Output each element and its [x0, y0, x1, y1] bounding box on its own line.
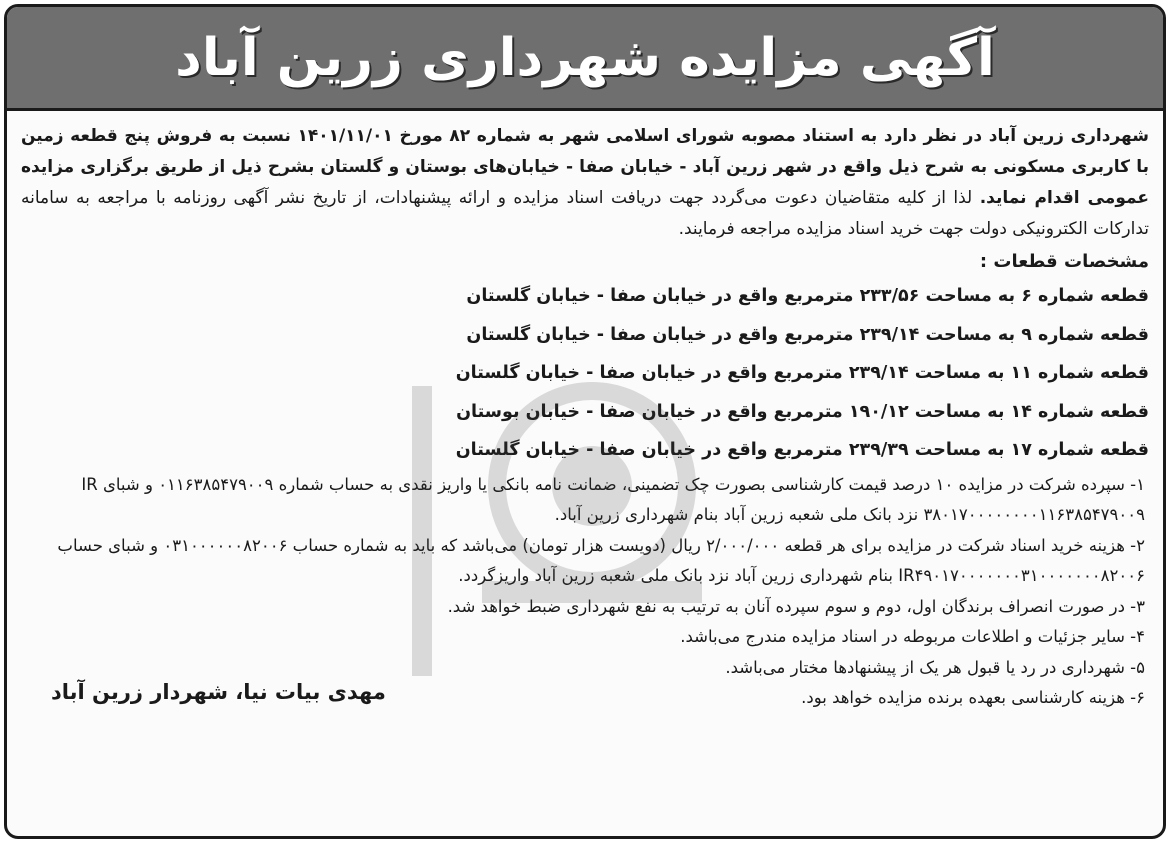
intro-light-text: لذا از کلیه متقاضیان دعوت می‌گردد جهت دریافت اسناد مزایده و ارائه پیشنهادات، از تاریخ نشر آگهی روزنامه با مراجعه به سامانه تدارکات الکترونیکی دولت جهت خرید اسناد مزایده مراجعه فرمایند. [21, 188, 1149, 239]
notice-body [7, 111, 1163, 714]
parcel-item: قطعه شماره ۹ به مساحت ۲۳۹/۱۴ مترمربع واقع در خیابان صفا - خیابان گلستان [466, 324, 1149, 345]
notice-header [7, 7, 1163, 111]
parcel-list [21, 277, 1149, 470]
specs-title: مشخصات قطعات : [979, 251, 1149, 272]
footer-row [21, 653, 1149, 714]
parcel-item: قطعه شماره ۱۷ به مساحت ۲۳۹/۳۹ مترمربع واقع در خیابان صفا - خیابان گلستان [455, 440, 1149, 460]
condition-item: ۳- در صورت انصراف برندگان اول، دوم و سوم سپرده آنان به ترتیب به نفع شهرداری ضبط خواهد شد. [447, 596, 1145, 616]
parcel-item: قطعه شماره ۶ به مساحت ۲۳۳/۵۶ مترمربع واقع در خیابان صفا - خیابان گلستان [466, 286, 1149, 306]
condition-item: ۶- هزینه کارشناسی بعهده برنده مزایده خواهد بود. [801, 688, 1145, 707]
condition-item: ۵- شهرداری در رد یا قبول هر یک از پیشنهادها مختار می‌باشد. [725, 657, 1145, 677]
mayor-signature: مهدی بیات نیا، شهردار زرین آباد [51, 680, 386, 704]
condition-item: ۲- هزینه خرید اسناد شرکت در مزایده برای هر قطعه ۲/۰۰۰/۰۰۰ ریال (دویست هزار تومان) می‌باشد که باید به شماره حساب ۰۳۱۰۰۰۰۰۰۸۲۰۰۶ و شبای حساب IR۴۹۰۱۷۰۰۰۰۰۰۰۳۱۰۰۰۰۰۰۰۸۲۰۰۶ بنام شهرداری زرین آباد نزد بانک ملی شعبه زرین آباد واریزگردد. [57, 535, 1145, 585]
condition-item: ۱- سپرده شرکت در مزایده ۱۰ درصد قیمت کارشناسی بصورت چک تضمینی، ضمانت نامه بانکی یا واریز نقدی به حساب شماره ۰۱۱۶۳۸۵۴۷۹۰۰۹ و شبای IR ۳۸۰۱۷۰۰۰۰۰۰۰۰۱۱۶۳۸۵۴۷۹۰۰۹ نزد بانک ملی شعبه زرین آباد بنام شهرداری زرین آباد. [81, 474, 1145, 524]
conditions-list [21, 470, 1149, 714]
conditions-tail [725, 653, 1149, 714]
condition-item: ۴- سایر جزئیات و اطلاعات مربوطه در اسناد مزایده مندرج می‌باشد. [680, 627, 1145, 646]
intro-bold-text: شهرداری زرین آباد در نظر دارد به استناد مصوبه شورای اسلامی شهر به شماره ۸۲ مورخ ۱۴۰۱/۱۱/۰۱ نسبت به فروش پنج قطعه زمین با کاربری مسکونی به شرح ذیل واقع در شهر زرین آباد - خیابان صفا - خیابان‌های بوستان و گلستان بشرح ذیل از طریق برگزاری مزایده عمومی اقدام نماید. [21, 126, 1149, 208]
notice-frame [4, 4, 1166, 839]
notice-title: آگهی مزایده شهرداری زرین آباد [175, 27, 995, 88]
intro-paragraph [21, 121, 1149, 245]
parcel-item: قطعه شماره ۱۱ به مساحت ۲۳۹/۱۴ مترمربع واقع در خیابان صفا - خیابان گلستان [455, 363, 1149, 383]
parcel-item: قطعه شماره ۱۴ به مساحت ۱۹۰/۱۲ مترمربع واقع در خیابان صفا - خیابان بوستان [456, 401, 1149, 422]
